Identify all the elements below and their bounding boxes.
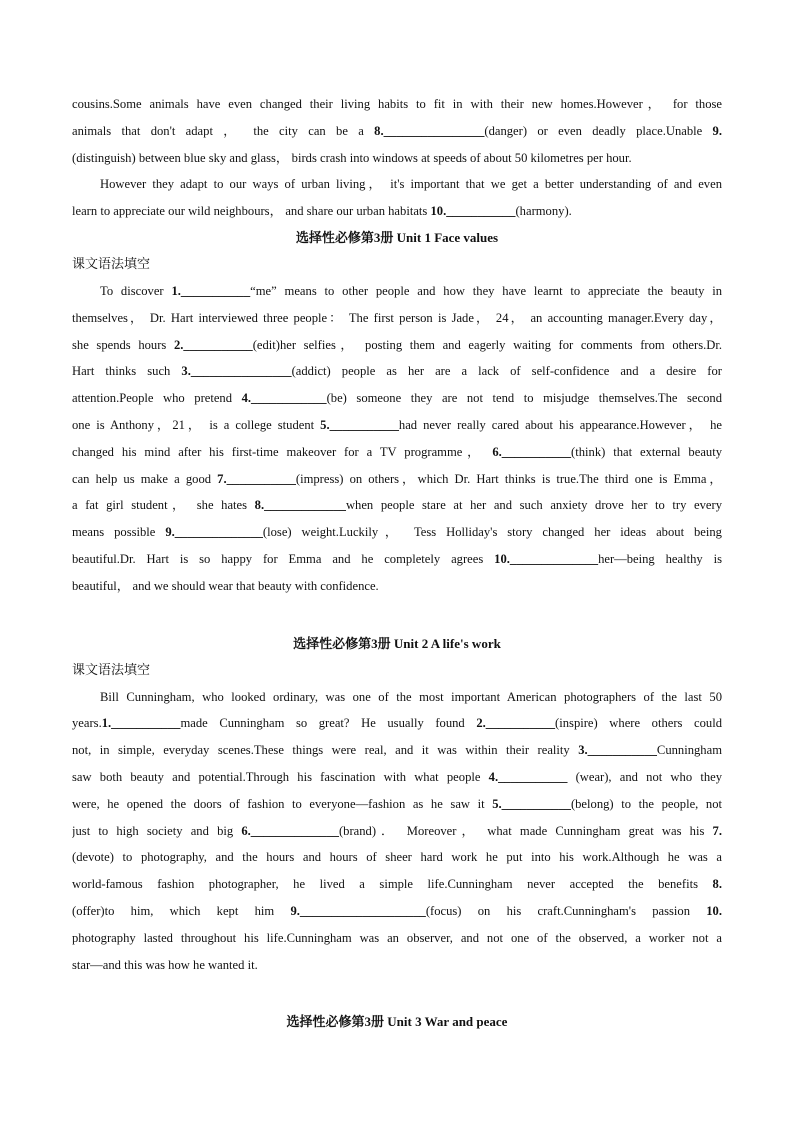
text-segment: when people stare at her and such anxiety drove her to try every <box>345 498 722 513</box>
text-line <box>72 954 722 981</box>
text-segment: (lose) weight.Luckily， Tess Holliday's story changed her ideas about being <box>262 525 722 540</box>
text-line <box>72 360 722 387</box>
spacer <box>72 602 722 633</box>
text-segment: can help us make a good <box>72 471 218 486</box>
text-segment: Bill Cunningham, who looked ordinary, was one of the most important American photographers of the last 50 <box>100 689 722 704</box>
text-segment: her—being healthy is <box>598 551 722 566</box>
text-segment: (inspire) where others could <box>555 716 722 731</box>
blank-number: 6.______________ <box>241 823 339 838</box>
blank-number: 10.______________ <box>494 551 599 566</box>
text-segment: not, in simple, everyday scenes.These things were real, and it was within their reality <box>72 743 579 758</box>
text-line <box>72 873 722 900</box>
text-line <box>72 468 722 495</box>
text-segment: beautiful.Dr. Hart is so happy for Emma and he completely agrees <box>72 551 495 566</box>
text-segment: world-famous fashion photographer, he lived a simple life.Cunningham never accepted the benefits <box>72 877 713 892</box>
blank-number: 9. <box>712 123 722 138</box>
blank-number: 3.___________ <box>578 743 657 758</box>
text-segment: changed his mind after his first-time makeover for a TV programme， <box>72 444 493 459</box>
text-segment: saw both beauty and potential.Through his fascination with what people <box>72 769 489 784</box>
text-segment: (think) that external beauty <box>571 444 722 459</box>
blank-number: 7.___________ <box>217 471 296 486</box>
section-heading: 选择性必修第3册 Unit 1 Face values <box>295 229 499 245</box>
text-line <box>72 712 722 739</box>
text-segment: animals that don't adapt ， the city can be a <box>72 123 375 138</box>
text-segment: were, he opened the doors of fashion to everyone—fashion as he saw it <box>72 796 493 811</box>
text-segment: star—and this was how he wanted it. <box>72 957 258 972</box>
text-segment: beautiful， and we should wear that beauty with confidence. <box>72 578 379 593</box>
text-segment: (danger) or even deadly place.Unable <box>484 123 713 138</box>
text-line <box>72 173 722 200</box>
blank-number: 9.______________ <box>165 525 263 540</box>
text-segment: learn to appreciate our wild neighbours， and share our urban habitats <box>72 204 431 219</box>
text-line <box>72 739 722 766</box>
section-subheading: 课文语法填空 <box>72 256 151 272</box>
text-segment: Hart thinks such <box>72 364 182 379</box>
text-segment: just to high society and big <box>72 823 242 838</box>
blank-number: 1.___________ <box>171 283 251 298</box>
text-segment: (addict) people as her are a lack of self-confidence and a desire for <box>291 364 722 379</box>
text-segment: To discover <box>100 283 172 298</box>
blank-number: 10.___________ <box>430 204 516 219</box>
blank-number: 4.___________ <box>488 769 568 784</box>
text-line <box>72 766 722 793</box>
spacer <box>72 980 722 1011</box>
text-segment: years. <box>72 716 102 731</box>
text-segment: (wear), and not who they <box>567 769 722 784</box>
text-line <box>72 147 722 174</box>
section-subheading: 课文语法填空 <box>72 662 151 678</box>
blank-number: 8.________________ <box>374 123 485 138</box>
text-line <box>72 494 722 521</box>
text-line <box>72 548 722 575</box>
text-segment: (brand)． Moreover， what made Cunningham great was his <box>338 823 713 838</box>
blank-number: 9.____________________ <box>290 903 426 918</box>
blank-number: 5.___________ <box>492 796 571 811</box>
text-segment: themselves， Dr. Hart interviewed three people： The first person is Jade， 24， an accounting manager.Every day， <box>72 310 722 325</box>
text-line <box>72 900 722 927</box>
text-line <box>72 334 722 361</box>
text-line <box>72 387 722 414</box>
text-segment: (focus) on his craft.Cunningham's passion <box>425 903 707 918</box>
text-segment: attention.People who pretend <box>72 391 242 406</box>
text-segment: photography lasted throughout his life.Cunningham was an observer, and not one of the observed, a worker not a <box>72 930 722 945</box>
blank-number: 4.____________ <box>241 391 327 406</box>
section-heading: 选择性必修第3册 Unit 2 A life's work <box>293 635 501 651</box>
text-segment: one is Anthony，21， is a college student <box>72 417 321 432</box>
section-heading: 选择性必修第3册 Unit 3 War and peace <box>286 1014 508 1030</box>
text-segment: (belong) to the people, not <box>570 796 722 811</box>
text-line <box>72 575 722 602</box>
text-line <box>72 307 722 334</box>
blank-number: 2.___________ <box>173 337 253 352</box>
blank-number: 6.___________ <box>492 444 572 459</box>
text-line <box>72 280 722 307</box>
text-line <box>72 120 722 147</box>
text-line <box>72 200 722 227</box>
document-page <box>72 93 722 1038</box>
text-segment: Cunningham <box>656 743 722 758</box>
text-line <box>72 793 722 820</box>
text-line <box>72 846 722 873</box>
text-segment: (impress) on others，which Dr. Hart thinks is true.The third one is Emma， <box>295 471 722 486</box>
text-segment: However they adapt to our ways of urban living， it's important that we get a better understanding of and even <box>100 177 722 192</box>
text-segment: made Cunningham so great? He usually found <box>180 716 477 731</box>
text-line <box>72 521 722 548</box>
text-line <box>72 441 722 468</box>
text-segment: (distinguish) between blue sky and glass， birds crash into windows at speeds of about 50 kilometres per hour. <box>72 150 632 165</box>
text-segment: had never really cared about his appearance.However， he <box>398 417 722 432</box>
text-segment: (devote) to photography, and the hours and hours of sheer hard work he put into his work.Although he was a <box>72 850 722 865</box>
text-line <box>72 93 722 120</box>
blank-number: 1.___________ <box>101 716 181 731</box>
blank-number: 5.___________ <box>320 417 399 432</box>
blank-number: 2.___________ <box>476 716 556 731</box>
text-line <box>72 820 722 847</box>
text-segment: (be) someone they are not tend to misjudge themselves.The second <box>326 391 722 406</box>
text-segment: she spends hours <box>72 337 174 352</box>
text-line <box>72 927 722 954</box>
text-line <box>72 414 722 441</box>
text-segment: a fat girl student， she hates <box>72 498 255 513</box>
text-segment: cousins.Some animals have even changed their living habits to fit in with their new homes.However， for those <box>72 97 722 111</box>
text-segment: (offer)to him, which kept him <box>72 903 291 918</box>
blank-number: 10. <box>706 903 722 918</box>
text-segment: (harmony). <box>515 204 572 219</box>
blank-number: 8._____________ <box>254 498 346 513</box>
text-segment: “me” means to other people and how they have learnt to appreciate the beauty in <box>250 283 722 298</box>
text-line <box>72 686 722 713</box>
text-segment: (edit)her selfies， posting them and eagerly waiting for comments from others.Dr. <box>252 337 722 352</box>
blank-number: 8. <box>712 877 722 892</box>
blank-number: 7. <box>712 823 722 838</box>
blank-number: 3.________________ <box>181 364 292 379</box>
text-segment: means possible <box>72 525 166 540</box>
